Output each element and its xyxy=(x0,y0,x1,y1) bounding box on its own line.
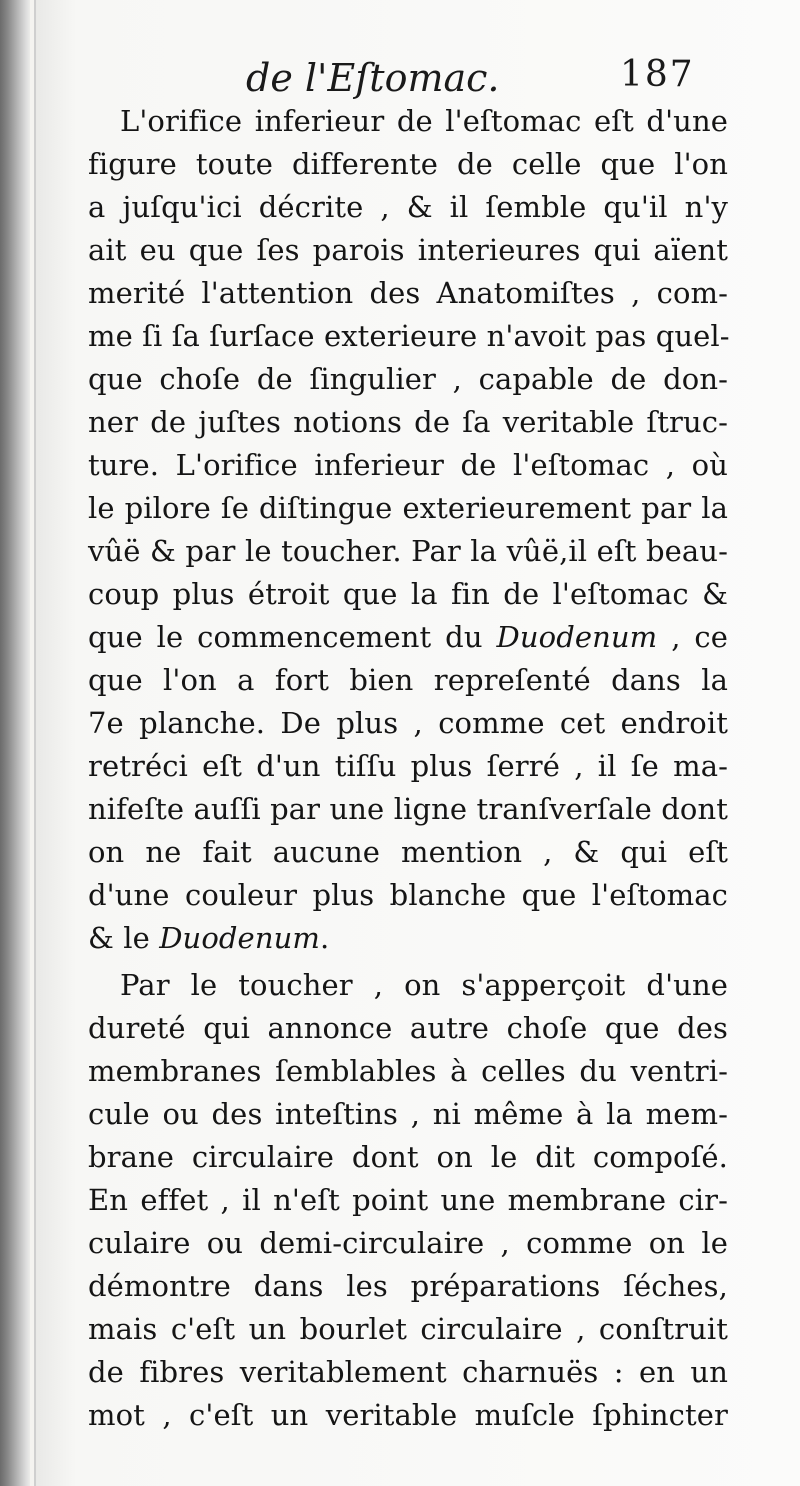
body-text xyxy=(88,100,728,1437)
text-line: mot , c'eſt un veritable muſcle ſphincter xyxy=(88,1398,728,1432)
text-line: En effet , il n'eſt point une membrane cir- xyxy=(88,1183,728,1217)
italic-term: Duodenum xyxy=(159,921,320,955)
text-line: d'une couleur plus blanche que l'eſtomac xyxy=(88,878,728,912)
text-segment: que le commencement du xyxy=(88,620,483,654)
text-line: Par le toucher , on s'apperçoit d'une xyxy=(120,968,728,1002)
text-line: mais c'eſt un bourlet circulaire , conſtruit xyxy=(88,1312,728,1346)
text-line: que choſe de ſingulier , capable de don- xyxy=(88,362,728,396)
text-line-with-italic xyxy=(88,616,728,659)
text-line: L'orifice inferieur de l'eſtomac eſt d'une xyxy=(120,104,728,138)
text-line: culaire ou demi-circulaire , comme on le xyxy=(88,1226,728,1260)
text-line: le pilore ſe diſtingue exterieurement par la xyxy=(88,491,728,525)
text-line: que l'on a fort bien repreſenté dans la xyxy=(88,663,728,697)
text-line-with-italic xyxy=(88,917,728,960)
text-line: me ſi ſa ſurſace exterieure n'avoit pas quel- xyxy=(88,319,730,353)
text-line: a juſqu'ici décrite , & il ſemble qu'il n'y xyxy=(88,190,728,224)
book-binding-edge xyxy=(0,0,30,1486)
text-line: ait eu que ſes parois interieures qui aïent xyxy=(88,233,728,267)
text-line: démontre dans les préparations ſéches, xyxy=(88,1269,728,1303)
text-line: coup plus étroit que la fin de l'eſtomac & xyxy=(88,577,728,611)
text-line: brane circulaire dont on le dit compoſé. xyxy=(88,1140,728,1174)
text-segment: & le xyxy=(88,921,150,955)
text-line: vûë & par le toucher. Par la vûë,il eſt beau- xyxy=(88,534,728,568)
text-line: de fibres veritablement charnuës : en un xyxy=(88,1355,728,1389)
running-title: de l'Eſtomac. xyxy=(246,56,500,100)
text-segment: . xyxy=(319,921,330,955)
text-line: nifeſte auſſi par une ligne tranſverſale dont xyxy=(88,792,728,826)
italic-term: Duodenum xyxy=(496,620,658,654)
text-line: merité l'attention des Anatomiſtes , com- xyxy=(88,276,728,310)
page-number: 187 xyxy=(620,54,695,95)
text-segment: , ce xyxy=(657,620,729,654)
text-line: retréci eſt d'un tiſſu plus ſerré , il ſe ma- xyxy=(88,749,728,783)
text-line: dureté qui annonce autre choſe que des xyxy=(88,1011,728,1045)
text-line: 7e planche. De plus , comme cet endroit xyxy=(88,706,728,740)
text-line: ner de juſtes notions de ſa veritable ſtruc- xyxy=(88,405,728,439)
text-line: on ne fait aucune mention , & qui eſt xyxy=(88,835,728,869)
text-line: figure toute differente de celle que l'on xyxy=(88,147,728,181)
text-line: membranes ſemblables à celles du ventri- xyxy=(88,1054,728,1088)
text-line: ture. L'orifice inferieur de l'eſtomac , où xyxy=(88,448,728,482)
text-line: cule ou des inteſtins , ni même à la mem- xyxy=(88,1097,728,1131)
